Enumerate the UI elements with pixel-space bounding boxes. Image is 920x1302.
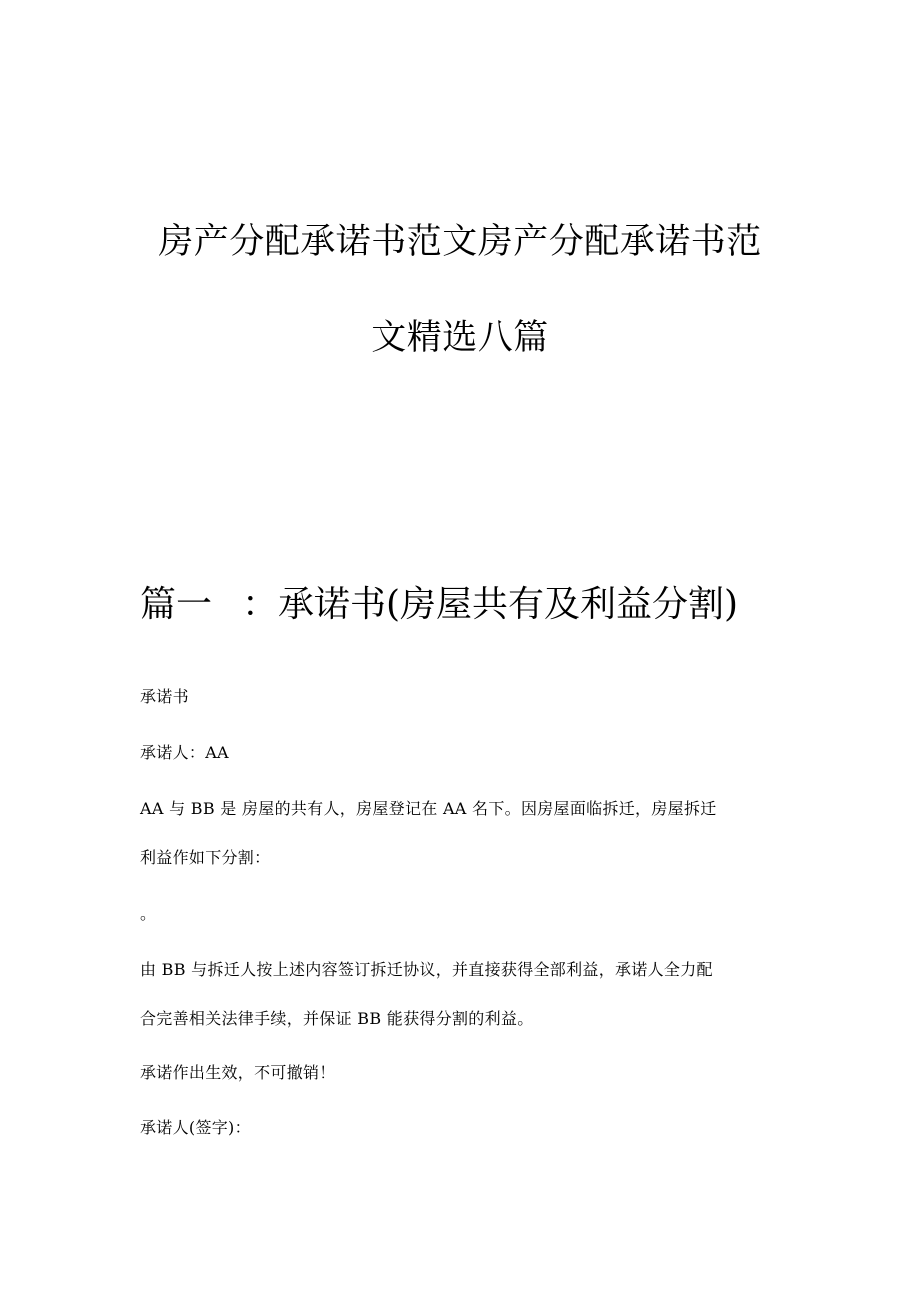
statement-line-1: AA 与 BB 是 房屋的共有人，房屋登记在 AA 名下。因房屋面临拆迁，房屋拆迁 xyxy=(140,799,717,818)
blank-item: 。 xyxy=(140,904,157,923)
effect-statement: 承诺作出生效，不可撤销！ xyxy=(140,1063,336,1082)
section-number: 篇一 xyxy=(140,584,213,625)
signature-line: 承诺人(签字)： xyxy=(140,1118,251,1137)
letter-heading: 承诺书 xyxy=(140,687,189,706)
agreement-line-2: 合完善相关法律手续，并保证 BB 能获得分割的利益。 xyxy=(140,1009,534,1028)
section-heading xyxy=(140,584,738,626)
document-title-line-1: 房产分配承诺书范文房产分配承诺书范 xyxy=(158,222,762,262)
statement-line-2: 利益作如下分割： xyxy=(140,848,271,867)
document-title-line-2: 文精选八篇 xyxy=(371,318,549,358)
agreement-line-1: 由 BB 与拆迁人按上述内容签订拆迁协议，并直接获得全部利益，承诺人全力配 xyxy=(140,960,713,979)
section-title: ：承诺书(房屋共有及利益分割) xyxy=(242,584,739,625)
promisor-line: 承诺人：AA xyxy=(140,743,229,762)
